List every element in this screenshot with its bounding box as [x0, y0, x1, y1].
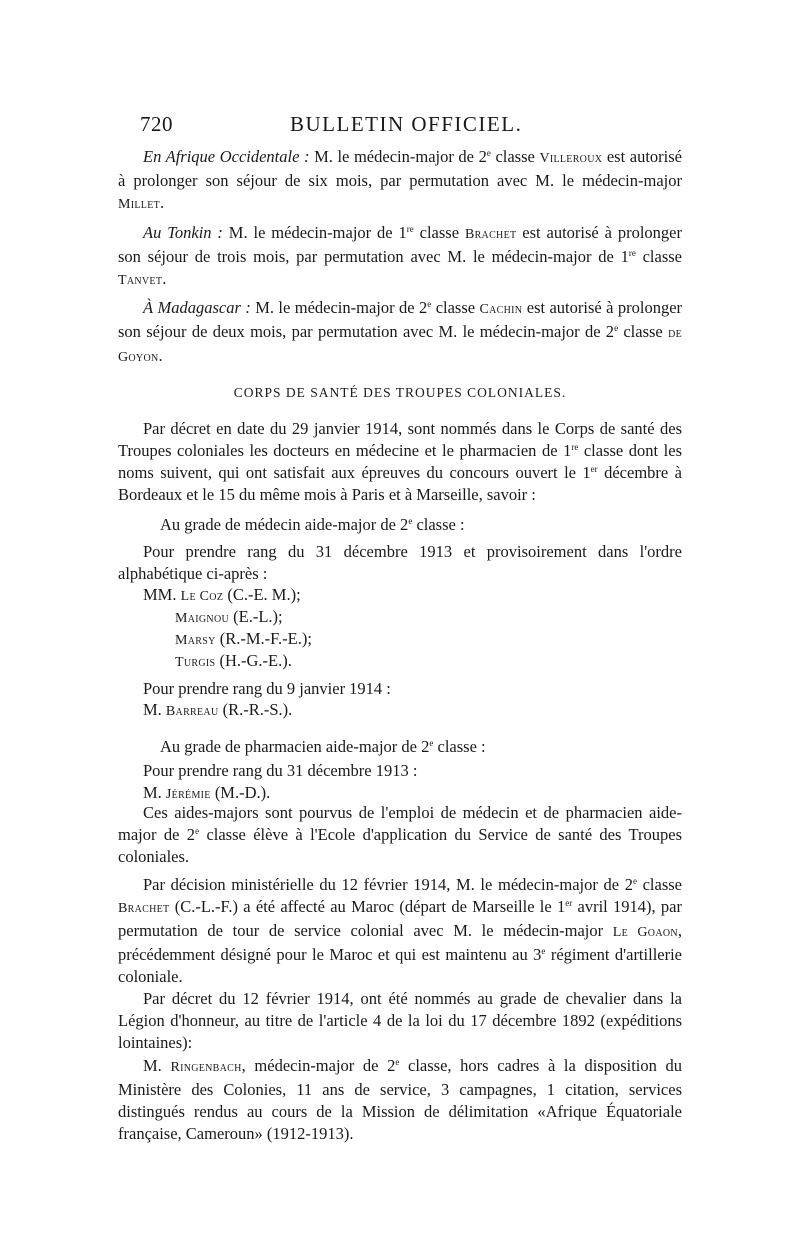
paragraph-madagascar: À Madagascar : M. le médecin-major de 2e classe Cachin est autorisé à prolonger son séjour de deux mois, par permutation avec M. le médecin-major de 2e classe de Goyon. [118, 298, 683, 365]
person-name: Cachin [479, 302, 523, 317]
page-number: 720 [140, 112, 173, 136]
paragraph-aides-majors: Ces aides-majors sont pourvus de l'emploi de médecin et de pharmacien aide-major de 2e classe élève à l'Ecole d'application du Service de santé des Troupes coloniales. [118, 803, 682, 866]
name-entry: M. Jérémie (M.-D.). [143, 783, 271, 802]
person-name: Tanvet [118, 273, 163, 288]
paragraph-afrique-occidentale: En Afrique Occidentale : M. le médecin-major de 2e classe Villeroux est autorisé à prolonger son séjour de six mois, par permutation avec M. le médecin-major Millet. [118, 147, 682, 212]
paragraph-decree-january: Par décret en date du 29 janvier 1914, sont nommés dans le Corps de santé des Troupes coloniales les docteurs en médecine et le pharmacien de 1re classe dont les noms suivent, qui ont satisfait aux épreuves du concours ouvert le 1er décembre à Bordeaux et le 15 du même mois à Paris et à Marseille, savoir : [118, 419, 682, 504]
name-entry: Maignou (E.-L.); [175, 607, 283, 626]
grade-heading-pharmacien: Au grade de pharmacien aide-major de 2e classe : [160, 737, 486, 756]
rank-statement-2: Pour prendre rang du 9 janvier 1914 : [143, 679, 391, 698]
person-name: Ringenbach [170, 1060, 242, 1075]
person-name: Brachet [118, 901, 170, 916]
running-title: BULLETIN OFFICIEL. [290, 112, 523, 136]
person-name: Villeroux [539, 151, 603, 166]
paragraph-decree-legion-honneur: Par décret du 12 février 1914, ont été nommés au grade de chevalier dans la Légion d'honneur, au titre de l'article 4 de la loi du 17 décembre 1892 (expéditions lointaines): [118, 989, 682, 1052]
name-entry: Marsy (R.-M.-F.-E.); [175, 629, 312, 648]
page-header [140, 112, 680, 142]
person-name: Le Goaon [612, 925, 678, 940]
grade-heading-medecin: Au grade de médecin aide-major de 2e classe : [160, 515, 465, 534]
person-name: Brachet [464, 227, 517, 242]
name-entry: Turgis (H.-G.-E.). [175, 651, 292, 670]
rank-statement-1: Pour prendre rang du 31 décembre 1913 et provisoirement dans l'ordre alphabétique ci-après : [118, 542, 682, 583]
person-name: Millet [118, 197, 161, 212]
person-name: de Goyon [118, 326, 682, 365]
paragraph-ringenbach: M. Ringenbach, médecin-major de 2e classe, hors cadres à la disposition du Ministère des Colonies, 11 ans de service, 3 campagnes, 1 citation, services distingués rendus au cours de la Mission de délimitation «Afrique Équatoriale française, Cameroun» (1912-1913). [118, 1056, 683, 1143]
rank-statement-3: Pour prendre rang du 31 décembre 1913 : [143, 761, 418, 780]
section-heading: CORPS DE SANTÉ DES TROUPES COLONIALES. [233, 385, 567, 400]
paragraph-tonkin: Au Tonkin : M. le médecin-major de 1re classe Brachet est autorisé à prolonger son séjour de trois mois, par permutation avec M. le médecin-major de 1re classe Tanvet. [118, 223, 682, 288]
name-entry: MM. Le Coz (C.-E. M.); [143, 585, 301, 604]
name-entry: M. Barreau (R.-R.-S.). [143, 700, 293, 719]
paragraph-decision: Par décision ministérielle du 12 février 1914, M. le médecin-major de 2e classe Brachet (C.-L.-F.) a été affecté au Maroc (départ de Marseille le 1er avril 1914), par permutation de tour de service colonial avec M. le médecin-major Le Goaon, précédemment désigné pour le Maroc et qui est maintenu au 3e régiment d'artillerie coloniale. [118, 875, 683, 986]
